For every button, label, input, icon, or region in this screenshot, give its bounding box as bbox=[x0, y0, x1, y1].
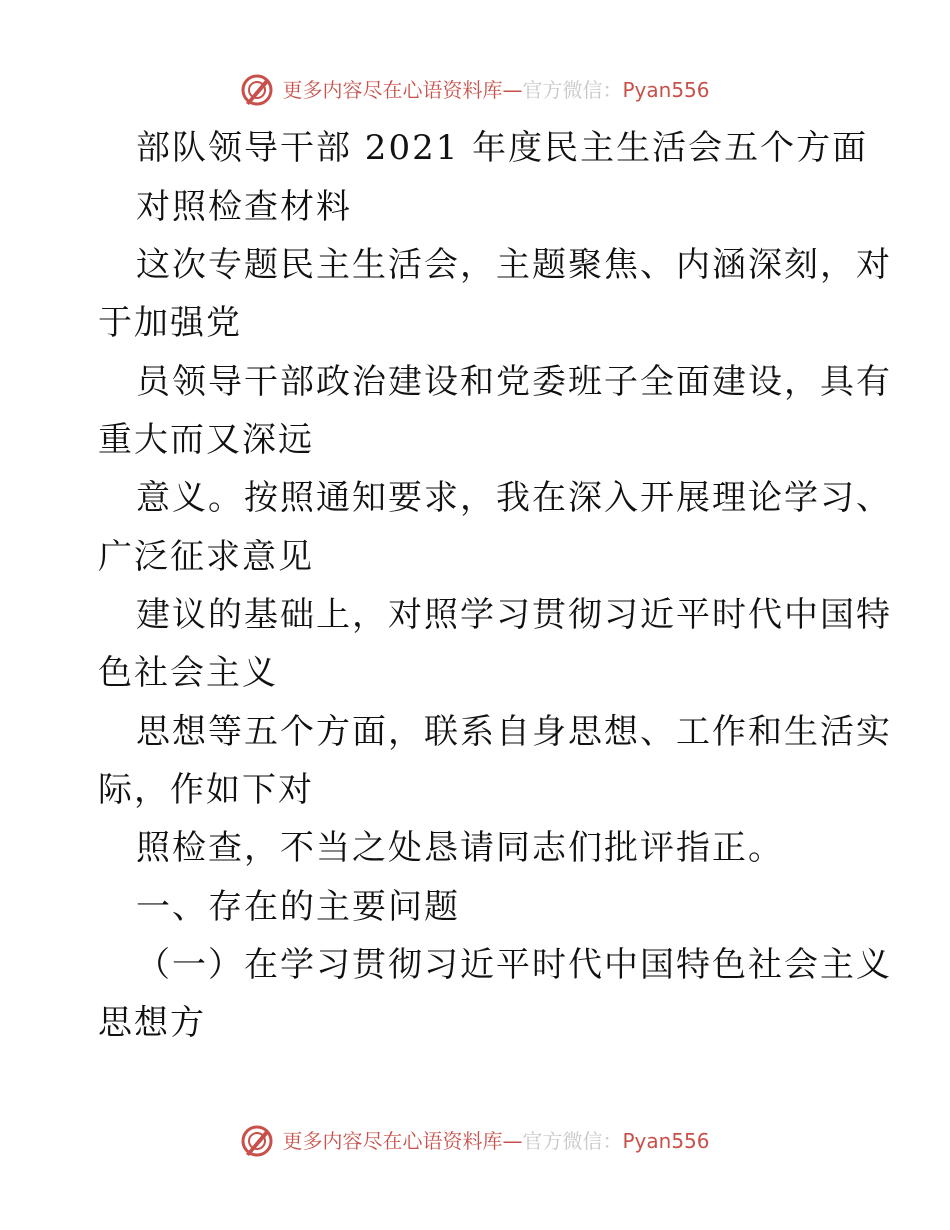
subsection-heading: （一）在学习贯彻习近平时代中国特色社会主义 bbox=[136, 945, 892, 985]
paragraph-line: 员领导干部政治建设和党委班子全面建设，具有 bbox=[136, 362, 892, 402]
pen-in-circle-icon bbox=[240, 73, 274, 107]
paragraph-line: 于加强党 bbox=[98, 303, 242, 343]
subsection-heading-continued: 思想方 bbox=[98, 1003, 206, 1043]
section-heading: 一、存在的主要问题 bbox=[136, 887, 460, 927]
pen-in-circle-icon bbox=[240, 1124, 274, 1158]
paragraph-line: 重大而又深远 bbox=[98, 420, 314, 460]
document-title-line-2: 对照检查材料 bbox=[136, 187, 352, 227]
paragraph-line: 意义。按照通知要求，我在深入开展理论学习、 bbox=[136, 478, 892, 518]
paragraph-line: 照检查，不当之处恳请同志们批评指正。 bbox=[136, 828, 784, 868]
paragraph-line: 思想等五个方面，联系自身思想、工作和生活实 bbox=[136, 712, 892, 752]
watermark-official: 官方微信： bbox=[522, 1129, 623, 1153]
watermark-id: Pyan556 bbox=[622, 1129, 710, 1153]
paragraph-line: 色社会主义 bbox=[98, 653, 278, 693]
header-watermark bbox=[0, 70, 950, 110]
watermark-id: Pyan556 bbox=[622, 78, 710, 102]
document-title-line-1: 部队领导干部 2021 年度民主生活会五个方面 bbox=[136, 128, 869, 168]
watermark-separator: — bbox=[502, 1129, 523, 1153]
watermark-separator: — bbox=[502, 78, 523, 102]
paragraph-line: 这次专题民主生活会，主题聚焦、内涵深刻，对 bbox=[136, 245, 892, 285]
footer-watermark bbox=[0, 1121, 950, 1161]
watermark-brand: 更多内容尽在心语资料库 bbox=[282, 78, 503, 102]
watermark-official: 官方微信： bbox=[522, 78, 623, 102]
paragraph-line: 广泛征求意见 bbox=[98, 537, 314, 577]
watermark-text bbox=[282, 80, 709, 100]
paragraph-line: 建议的基础上，对照学习贯彻习近平时代中国特 bbox=[136, 595, 892, 635]
paragraph-line: 际，作如下对 bbox=[98, 770, 314, 810]
watermark-text bbox=[282, 1131, 709, 1151]
watermark-brand: 更多内容尽在心语资料库 bbox=[282, 1129, 503, 1153]
